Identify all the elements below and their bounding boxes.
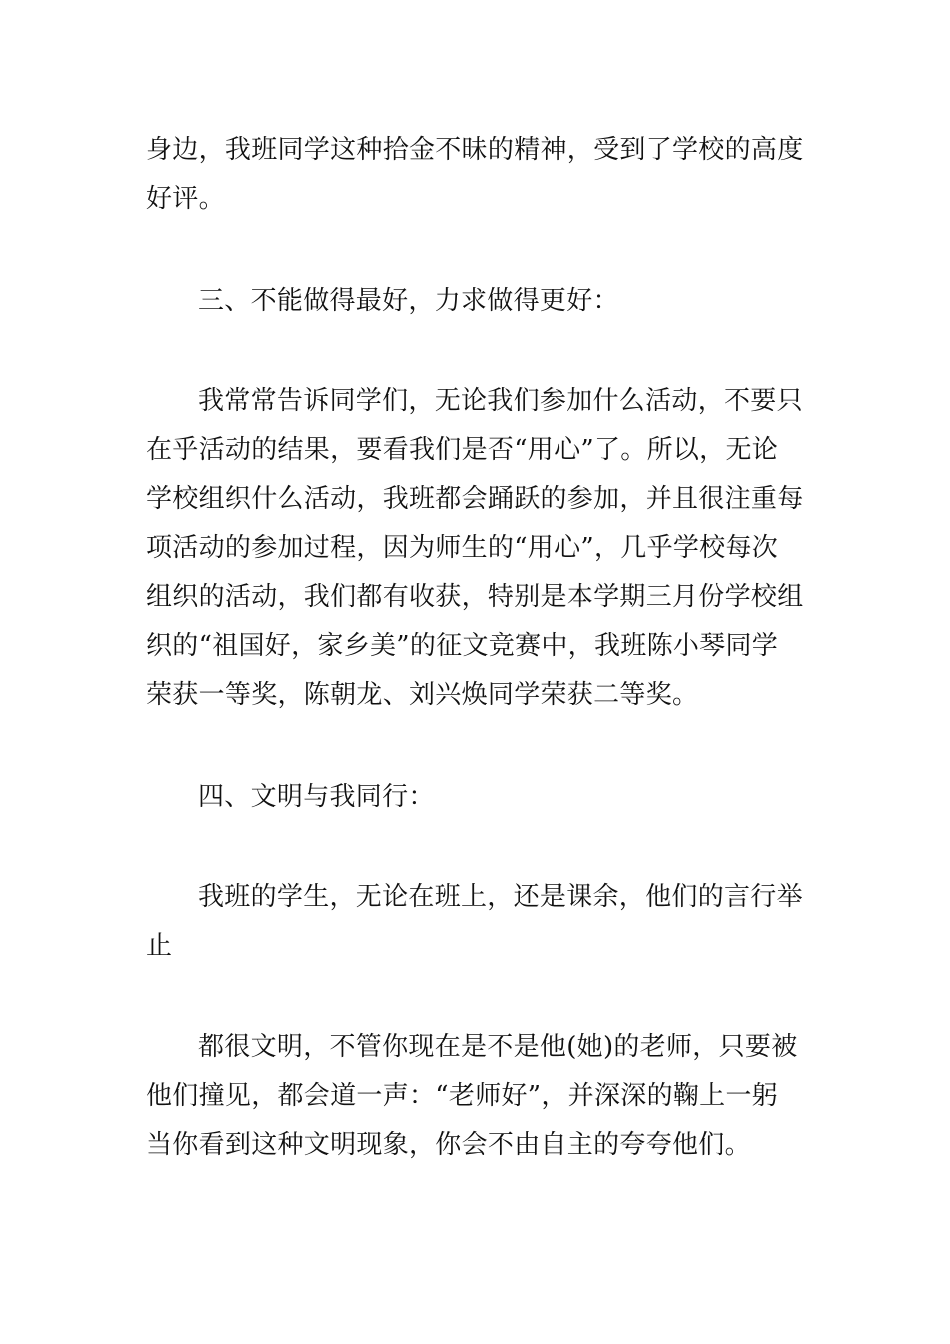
paragraph-line: 当你看到这种文明现象，你会不由自主的夸夸他们。 — [146, 1130, 751, 1160]
heading-line: 三、不能做得最好，力求做得更好： — [198, 286, 619, 316]
paragraph-line: 组织的活动，我们都有收获，特别是本学期三月份学校组 — [146, 582, 804, 612]
paragraph-civility — [146, 1023, 811, 1170]
paragraph-line: 在乎活动的结果，要看我们是否“用心”了。所以，无论 — [146, 435, 779, 465]
paragraph-line: 我常常告诉同学们，无论我们参加什么活动，不要只 — [198, 386, 803, 416]
paragraph-students-conduct — [146, 873, 811, 971]
paragraph-activities — [146, 377, 811, 720]
paragraph-line: 学校组织什么活动，我班都会踊跃的参加，并且很注重每 — [146, 484, 804, 514]
paragraph-line: 荣获一等奖，陈朝龙、刘兴焕同学荣获二等奖。 — [146, 680, 699, 710]
section-heading-3 — [146, 277, 811, 326]
paragraph-line: 止 — [146, 931, 173, 961]
paragraph-line: 身边，我班同学这种拾金不昧的精神，受到了学校的高度 — [146, 135, 804, 165]
heading-line: 四、文明与我同行： — [198, 782, 435, 812]
paragraph-line: 都很文明，不管你现在是不是他(她)的老师，只要被 — [198, 1032, 798, 1062]
paragraph-line: 好评。 — [146, 184, 225, 214]
paragraph-found-money-praise — [146, 126, 811, 224]
paragraph-line: 织的“祖国好，家乡美”的征文竞赛中，我班陈小琴同学 — [146, 631, 779, 661]
paragraph-line: 他们撞见，都会道一声：“老师好”，并深深的鞠上一躬 — [146, 1081, 779, 1111]
paragraph-line: 项活动的参加过程，因为师生的“用心”，几乎学校每次 — [146, 533, 779, 563]
paragraph-line: 我班的学生，无论在班上，还是课余，他们的言行举 — [198, 882, 803, 912]
section-heading-4 — [146, 773, 811, 822]
